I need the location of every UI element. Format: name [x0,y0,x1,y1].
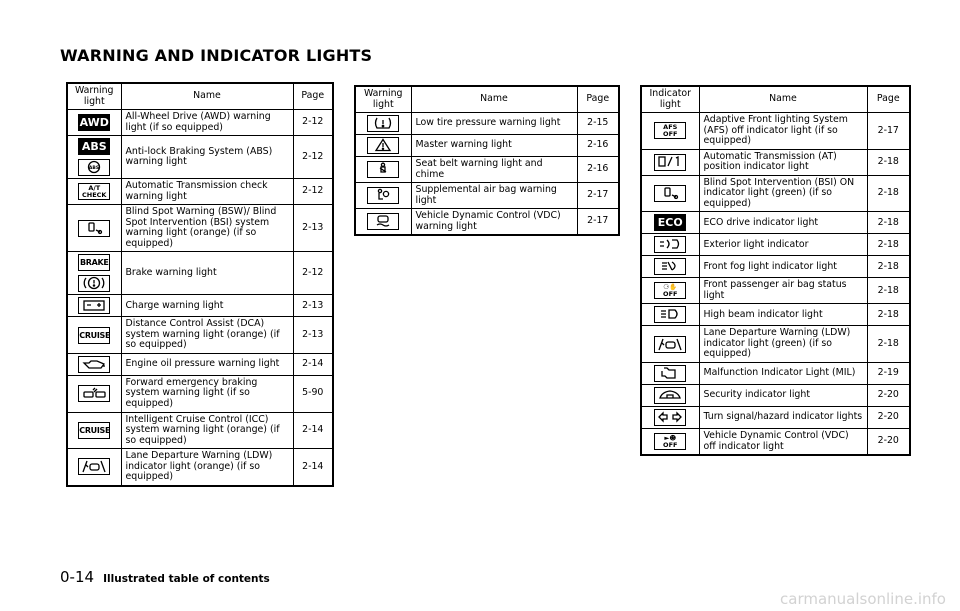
page-footer [60,567,270,586]
page-reference: 2-18 [867,212,910,234]
page-reference: 2-18 [867,149,910,175]
icon-stack [646,258,695,275]
light-name: Intelligent Cruise Control (ICC) system warning light (orange) (if so equipped) [121,412,293,449]
lane-departure-icon [654,336,686,353]
light-name: Front passenger air bag status light [699,278,867,304]
icon-stack [72,220,117,237]
icon-stack [72,183,117,200]
table-row [67,110,333,136]
light-icon-cell [67,252,121,295]
light-icon-cell [641,212,699,234]
icon-stack [360,137,407,154]
light-icon-cell [641,256,699,278]
page-column-header: Page [293,83,333,110]
master-warning-icon [367,137,399,154]
page-reference: 2-17 [867,113,910,150]
icon-stack [72,114,117,131]
page-reference: 2-20 [867,406,910,428]
page-reference: 2-12 [293,136,333,179]
page-reference: 2-18 [867,304,910,326]
table-row [67,136,333,179]
seat-belt-icon [367,161,399,178]
table-row [641,278,910,304]
light-name: ECO drive indicator light [699,212,867,234]
light-column-header: Indicator light [641,86,699,113]
page-reference: 2-18 [867,175,910,212]
page-reference: 2-12 [293,110,333,136]
turn-signal-icon [654,409,686,426]
light-icon-cell [355,113,411,135]
light-name: Automatic Transmission (AT) position indicator light [699,149,867,175]
light-name: Supplemental air bag warning light [411,183,577,209]
front-fog-icon [654,258,686,275]
light-icon-cell [641,175,699,212]
page-reference: 2-15 [577,113,619,135]
name-column-header: Name [699,86,867,113]
name-column-header: Name [411,86,577,113]
light-name: Automatic Transmission check warning light [121,179,293,205]
page-reference: 2-18 [867,234,910,256]
icon-stack [360,187,407,204]
icon-stack [646,387,695,404]
light-name: Charge warning light [121,295,293,317]
table-row [67,317,333,354]
light-icon-cell [67,353,121,375]
light-icon-cell [641,278,699,304]
watermark: carmanualsonline.info [780,590,946,608]
table-row [641,149,910,175]
light-name: Anti-lock Braking System (ABS) warning light [121,136,293,179]
light-column-header: Warning light [67,83,121,110]
table-row [67,179,333,205]
table-row [67,353,333,375]
light-icon-cell [355,135,411,157]
light-name: High beam indicator light [699,304,867,326]
high-beam-icon [654,306,686,323]
icon-stack [72,422,117,439]
page-reference: 2-13 [293,205,333,252]
at-position-icon [654,154,686,171]
icon-stack [646,236,695,253]
page-reference: 2-18 [867,326,910,363]
light-icon-cell [67,205,121,252]
page-column-header: Page [577,86,619,113]
svg-text:ABS: ABS [89,166,100,172]
icon-stack [360,115,407,132]
security-car-icon [654,387,686,404]
table-row [641,384,910,406]
light-icon-cell [67,110,121,136]
light-icon-cell [67,317,121,354]
light-name: Engine oil pressure warning light [121,353,293,375]
light-icon-cell [355,157,411,183]
table-row [641,326,910,363]
page-reference: 2-12 [293,252,333,295]
table-header-row [67,83,333,110]
icon-stack [646,409,695,426]
light-icon-cell [67,375,121,412]
page-reference: 2-13 [293,295,333,317]
table-row [641,175,910,212]
footer-section-title: Illustrated table of contents [103,573,270,585]
table-row [355,135,619,157]
light-name: Master warning light [411,135,577,157]
page-reference: 2-13 [293,317,333,354]
light-icon-cell [641,149,699,175]
brake-text-icon: BRAKE [78,254,110,271]
light-name: Security indicator light [699,384,867,406]
light-icon-cell [67,295,121,317]
light-icon-cell [641,304,699,326]
table-row [67,295,333,317]
table-row [67,375,333,412]
light-icon-cell [641,362,699,384]
awd-icon: AWD [79,116,109,130]
light-icon-cell [67,412,121,449]
indicator-lights-table [640,85,911,456]
page-reference: 2-19 [867,362,910,384]
page-title: WARNING AND INDICATOR LIGHTS [60,46,373,65]
eco-icon: ECO [654,214,686,231]
icon-stack [72,138,117,176]
vdc-off-icon: ►☻ OFF [654,433,686,450]
light-name: Distance Control Assist (DCA) system warning light (orange) (if so equipped) [121,317,293,354]
page-reference: 2-18 [867,278,910,304]
table-row [641,406,910,428]
icon-stack [646,214,695,231]
light-name: Front fog light indicator light [699,256,867,278]
warning-lights-table-1 [66,82,334,487]
light-icon-cell [67,179,121,205]
blind-spot-icon [78,220,110,237]
light-icon-cell [641,406,699,428]
air-bag-icon [367,187,399,204]
light-name: Brake warning light [121,252,293,295]
icon-stack [72,297,117,314]
table-row [67,252,333,295]
icon-stack [646,185,695,202]
table-row [67,449,333,486]
light-name: Blind Spot Intervention (BSI) ON indicator light (green) (if so equipped) [699,175,867,212]
page-reference: 2-14 [293,353,333,375]
forward-collision-icon [78,385,110,402]
page-reference: 2-16 [577,157,619,183]
light-icon-cell [641,113,699,150]
light-icon-cell [355,183,411,209]
name-column-header: Name [121,83,293,110]
page-column-header: Page [867,86,910,113]
light-icon-cell [641,384,699,406]
icon-stack [72,385,117,402]
lane-departure-icon [78,458,110,475]
icon-stack [646,122,695,139]
light-name: Vehicle Dynamic Control (VDC) warning light [411,209,577,236]
table-row [355,183,619,209]
table-row [641,234,910,256]
cruise-icon: CRUISE [78,327,110,344]
icon-stack [646,365,695,382]
light-name: Low tire pressure warning light [411,113,577,135]
table-row [641,428,910,455]
warning-lights-table-2 [354,85,620,236]
page-number: 0-14 [60,568,95,586]
abs-circle-icon [78,159,110,176]
table-row [641,212,910,234]
page-reference: 5-90 [293,375,333,412]
light-name: Seat belt warning light and chime [411,157,577,183]
icon-stack [646,336,695,353]
light-icon-cell [641,234,699,256]
table-row [355,209,619,236]
page-reference: 2-14 [293,412,333,449]
light-name: Lane Departure Warning (LDW) indicator light (orange) (if so equipped) [121,449,293,486]
light-icon-cell [67,449,121,486]
blind-spot-icon [654,185,686,202]
light-icon-cell [355,209,411,236]
light-icon-cell [67,136,121,179]
table-row [67,205,333,252]
battery-icon [78,297,110,314]
table-row [355,113,619,135]
afs-off-icon: AFS OFF [654,122,686,139]
engine-mil-icon [654,365,686,382]
light-icon-cell [641,326,699,363]
light-name: Forward emergency braking system warning light (if so equipped) [121,375,293,412]
table-row [641,113,910,150]
table-row [641,362,910,384]
icon-stack [360,213,407,230]
page-reference: 2-16 [577,135,619,157]
page-reference: 2-17 [577,183,619,209]
light-column-header: Warning light [355,86,411,113]
page-reference: 2-20 [867,428,910,455]
passenger-airbag-off-icon: ⚆✋ OFF [654,282,686,299]
light-name: Turn signal/hazard indicator lights [699,406,867,428]
page-reference: 2-12 [293,179,333,205]
icon-stack [72,356,117,373]
table-row [67,412,333,449]
table-row [641,304,910,326]
at-check-icon: A/T CHECK [78,183,110,200]
light-name: Adaptive Front lighting System (AFS) off indicator light (if so equipped) [699,113,867,150]
exterior-light-icon [654,236,686,253]
light-name: Vehicle Dynamic Control (VDC) off indicator light [699,428,867,455]
light-icon-cell [641,428,699,455]
vdc-icon [367,213,399,230]
light-name: All-Wheel Drive (AWD) warning light (if so equipped) [121,110,293,136]
light-name: Blind Spot Warning (BSW)/ Blind Spot Intervention (BSI) system warning light (orange) (if so equipped) [121,205,293,252]
abs-icon: ABS [78,138,110,155]
light-name: Malfunction Indicator Light (MIL) [699,362,867,384]
brake-circle-icon [78,275,110,292]
icon-stack [72,254,117,292]
icon-stack [646,433,695,450]
icon-stack [72,458,117,475]
table-header-row [355,86,619,113]
table-row [355,157,619,183]
icon-stack [646,282,695,299]
page-reference: 2-20 [867,384,910,406]
oil-can-icon [78,356,110,373]
page-reference: 2-14 [293,449,333,486]
light-name: Lane Departure Warning (LDW) indicator light (green) (if so equipped) [699,326,867,363]
icon-stack [360,161,407,178]
cruise-icon: CRUISE [78,422,110,439]
icon-stack [72,327,117,344]
table-header-row [641,86,910,113]
icon-stack [646,154,695,171]
tire-pressure-icon [367,115,399,132]
icon-stack [646,306,695,323]
page-reference: 2-17 [577,209,619,236]
page-reference: 2-18 [867,256,910,278]
table-row [641,256,910,278]
light-name: Exterior light indicator [699,234,867,256]
